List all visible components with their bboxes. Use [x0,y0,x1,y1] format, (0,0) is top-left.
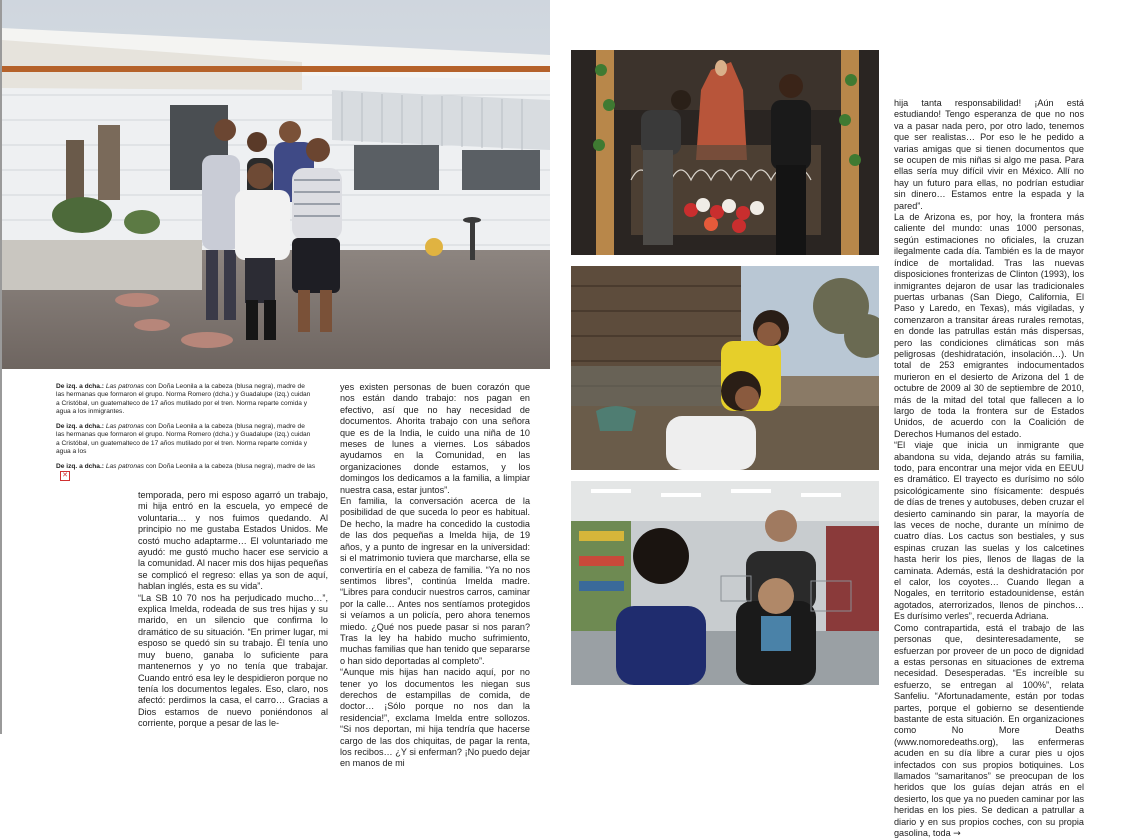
caption-text: con Doña Leonila a la cabeza (blusa negra), madre de las hermanas que formaron el grupo. Norma Romero (dcha.) y Guadalupe (izq.) cuidan a Cristóbal, un guatemalteco de 17 años mutilado por el tren. Norma reparte comida y agua a los [56,423,311,456]
caption-title: Las patronas [105,423,144,430]
photo-caption-3 [56,463,326,482]
family-house-illustration [2,0,550,369]
photo-caption-2 [56,423,311,457]
paragraph [894,623,1084,840]
supermarket-photo [571,481,879,685]
paragraph: “El viaje que inicia un inmigrante que abandona su vida, dejando atrás su familia, todo, para encontrar una mejor vida en EEUU es dramático. El trayecto es durísimo no sólo psicológicamente sino físicamente: después de días de trenes y autobuses, deben cruzar el desierto caminando sin parar, la mayoría de las veces de noche, durante un mínimo de cuatro días. Los cactus son bestiales, y sus espinas cruzan las suelas y los calcetines hasta herir los pies, llenos de llagas de la caminata. Además, está la deshidratación por el calor, los coyotes… Cuando llegan a Nogales, en territorio estadounidense, están agotados, aterrorizados, llenos de pinchos… Es durísimo verles”, recuerda Adriana. [894,440,1084,622]
caption-title: Las patronas [105,463,144,470]
continue-arrow-icon: → [953,829,961,839]
paragraph: La de Arizona es, por hoy, la frontera más caliente del mundo: unas 1000 personas, según estimaciones no oficiales, la cruzan ilegalmente cada día. También es la de mayor índice de mortalidad. Tras las nuevas disposiciones fronterizas de Clinton (1993), los inmigrantes dejaron de usar las tradicionales puertas urbanas (San Diego, California, El Paso y Laredo, en Texas), más vigiladas, y comenzaron a transitar áreas rurales remotas, en donde las patrullas están más dispersas, pero las condiciones climáticas son más peligrosas (deshidratación, insolación…). Un total de 253 emigrantes indocumentados murieron en el desierto de Arizona del 1 de octubre de 2009 al 30 de septiembre de 2010, más de la mitad del total que fallecen a lo largo de toda la frontera sur de Estados Unidos, de acuerdo con la Coalición de Derechos Humanos del estado. [894,212,1084,439]
caption-lead: De izq. a dcha.: [56,383,104,390]
caption-lead: De izq. a dcha.: [56,423,104,430]
paragraph: temporada, pero mi esposo agarró un trabajo, mi hija entró en la escuela, yo empecé de voluntaria… y nos fuimos quedando. Al principio no me gustaba Estados Unidos. Me costó mucho adaptarme… El voluntariado me ayudó: me gustó mucho hacer ese servicio a la comunidad. Al nacer mis dos hijas pequeñas se complicó el regreso: ellas ya son de aquí, hablan inglés, esta es su vida”. [138,490,328,592]
paragraph-text: Como contrapartida, está el trabajo de las personas que, desinteresadamente, se esfuerzan por proveer de un poco de dignidad a estas personas en situaciones de extrema necesidad. Desesperadas. “Es increíble su esfuerzo, se entregan al 100%”, relata Sanfeliu. “Afortunadamente, están por todas partes, porque el gobierno se desentiende bastante de esta situación. En organizaciones como No More Deaths (www.nomoredeaths.org), las enfermeras acuden en su día libre a curar pies u ojos infectados con sus propios botiquines. Los llamados “samaritanos” se preocupan de los heridos que los guías dejan atrás en el desierto, los que ya no pueden caminar por las heridas en los pies. Se dedican a patrullar a diario y en sus propios coches, con su propia gasolina, toda [894,622,1084,838]
paragraph: En familia, la conversación acerca de la posibilidad de que suceda lo peor es habitual. De hecho, la madre ha concedido la custodia de las dos pequeñas a Imelda hija, de 19 años, y a punto de ingresar en la universidad: si el matrimonio tuviera que marcharse, ella se convertiría en el cabeza de familia. “Ya no nos sentimos libres”, continúa Imelda madre. “Libres para conducir nuestros carros, caminar por la calle… Antes nos sentíamos protegidos si veíamos a un policía, pero ahora tenemos miedo. ¿Qué nos puede pasar si nos paran? Tras la ley ha habido mucho sufrimiento, muchas familias que han tenido que separarse o han sido deportadas al completo”. [340,496,530,666]
article-column-2 [340,382,530,770]
caption-text: con Doña Leonila a la cabeza (blusa negra), madre de las hermanas que formaron el grupo. Norma Romero (dcha.) y Guadalupe (izq.) cuidan a Cristóbal, un guatemalteco de 17 años mutilado por el tren. Norma reparte comida y agua a los inmigrantes. [56,383,311,416]
paragraph: “Aunque mis hijas han nacido aquí, por no tener yo los documentos les niegan sus derechos de estampillas de comida, de doctor… ¡Sólo porque no nos dan la residencia!”, exclama Imelda entre sollozos. “Si nos deportan, mi hija tendría que hacerse cargo de las dos chiquitas, de pagar la renta, los recibos… ¿Y si enferman? ¡No puedo dejar en manos de mi [340,667,530,769]
caption-text: con Doña Leonila a la cabeza (blusa negra), madre de las [143,463,316,470]
paragraph: yes existen personas de buen corazón que nos están dando trabajo: nos pagan en efectivo, así que no hay necesidad de documentos. Ahorita trabajo con una señora que es de la India, le cuido una niña de 10 meses de lunes a viernes. Los sábados ayudamos en la Comunidad, en las organizaciones donde estamos, y los domingos los dedicamos a la familia, a limpiar nuestra casa, estar juntos”. [340,382,530,495]
caption-lead: De izq. a dcha.: [56,463,104,470]
close-icon[interactable]: ✕ [60,471,70,481]
article-column-1 [138,490,328,730]
gardening-photo [571,266,879,470]
supermarket-illustration [571,481,879,685]
altar-photo [571,50,879,255]
paragraph: “La SB 10 70 nos ha perjudicado mucho…”, explica Imelda, rodeada de sus tres hijas y su marido, en un silencio que confirma lo dramático de su situación. “En primer lugar, mi esposo se quedó sin su trabajo. Él tenía uno muy bueno, ganaba lo suficiente para mantenernos y yo no tenía que trabajar. Cuando entró esa ley le despidieron porque no tenía los documentos legales. Eso, claro, nos afectó: perdimos la casa, el carro… Gracias a Dios estamos de nuevo poniéndonos al corriente, porque a pesar de las le- [138,592,328,729]
gardening-illustration [571,266,879,470]
article-column-3 [894,98,1084,840]
altar-illustration [571,50,879,255]
caption-title: Las patronas [105,383,144,390]
paragraph: hija tanta responsabilidad! ¡Aún está estudiando! Tengo esperanza de que no nos va a pasar nada pero, por otro lado, tenemos que ser realistas… Por eso le he pedido a varias amigas que si tienen documentos que se ocupen de mis niñas si algo me pasa. Para ellas sería muy difícil vivir en México. Allí no hay un futuro para ellas, no podrían estudiar sin dinero… Estamos entre la espada y la pared”. [894,98,1084,211]
family-house-photo [2,0,550,369]
photo-caption-1 [56,383,311,417]
